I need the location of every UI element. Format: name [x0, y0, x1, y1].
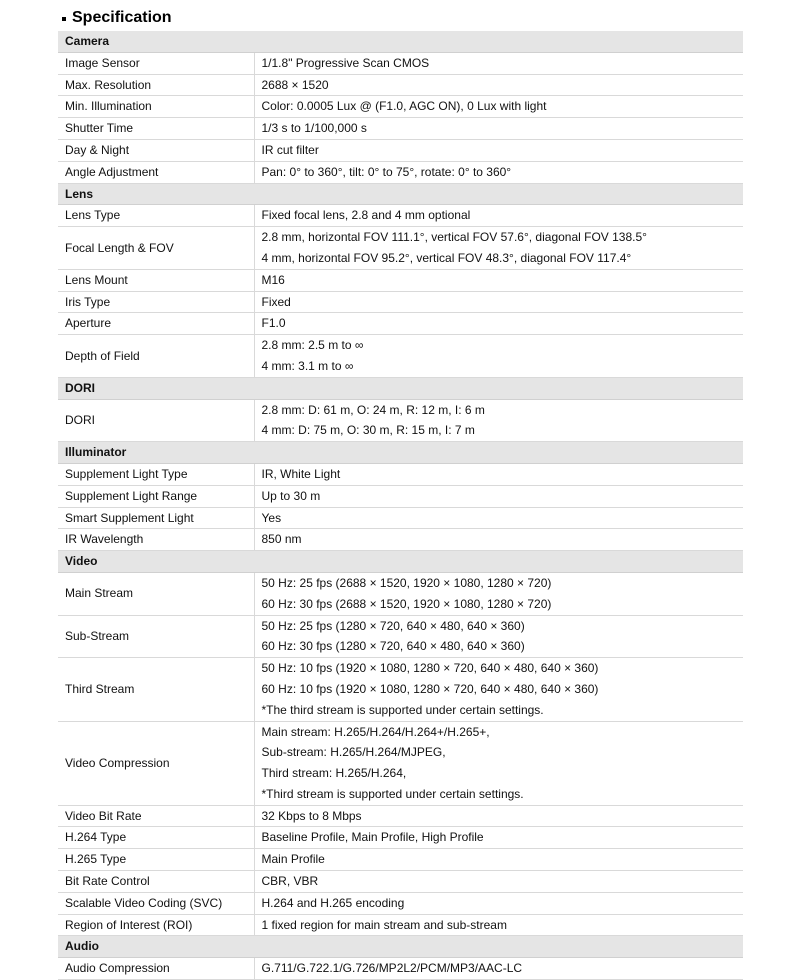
spec-value-line: Main stream: H.265/H.264/H.264+/H.265+,: [261, 724, 490, 739]
spec-key: Max. Resolution: [58, 74, 254, 96]
spec-value-line: Color: 0.0005 Lux @ (F1.0, AGC ON), 0 Lux with light: [261, 99, 547, 114]
spec-key: Angle Adjustment: [58, 161, 254, 183]
section-header: [58, 551, 743, 573]
spec-value: [254, 227, 743, 270]
table-row: [58, 205, 743, 227]
spec-key: Shutter Time: [58, 118, 254, 140]
table-row: [58, 139, 743, 161]
spec-key: Focal Length & FOV: [58, 227, 254, 270]
spec-key: Video Compression: [58, 721, 254, 805]
spec-value: [254, 161, 743, 183]
spec-key: Supplement Light Type: [58, 463, 254, 485]
table-row: [58, 914, 743, 936]
spec-value-line: 60 Hz: 10 fps (1920 × 1080, 1280 × 720, 640 × 480, 640 × 360): [261, 681, 599, 696]
spec-key: H.265 Type: [58, 849, 254, 871]
spec-value-line: Main Profile: [261, 852, 325, 867]
spec-value-line: IR, White Light: [261, 466, 341, 481]
section-header: [58, 183, 743, 205]
section-title: Audio: [58, 936, 743, 958]
spec-value-line: M16: [261, 272, 285, 287]
spec-value: [254, 96, 743, 118]
spec-key: Region of Interest (ROI): [58, 914, 254, 936]
spec-value: [254, 827, 743, 849]
table-row: [58, 827, 743, 849]
spec-key: Scalable Video Coding (SVC): [58, 892, 254, 914]
spec-value-line: Yes: [261, 510, 282, 525]
spec-value: [254, 74, 743, 96]
table-row: [58, 615, 743, 658]
section-header: [58, 377, 743, 399]
spec-key: Min. Illumination: [58, 96, 254, 118]
spec-key: Smart Supplement Light: [58, 507, 254, 529]
square-bullet-icon: [62, 17, 66, 21]
spec-value-line: Pan: 0° to 360°, tilt: 0° to 75°, rotate: 0° to 360°: [261, 164, 512, 179]
spec-value-line: 2688 × 1520: [261, 77, 329, 92]
spec-value-line: 50 Hz: 25 fps (1280 × 720, 640 × 480, 640 × 360): [261, 618, 525, 633]
table-row: [58, 118, 743, 140]
spec-value-line: Sub-stream: H.265/H.264/MJPEG,: [261, 745, 446, 760]
table-row: [58, 227, 743, 270]
spec-value-line: 4 mm, horizontal FOV 95.2°, vertical FOV 48.3°, diagonal FOV 117.4°: [261, 250, 632, 265]
section-title: Camera: [58, 31, 743, 52]
section-title: Lens: [58, 183, 743, 205]
spec-value: [254, 572, 743, 615]
spec-value: [254, 485, 743, 507]
spec-value-line: 2.8 mm: 2.5 m to ∞: [261, 338, 364, 353]
table-row: [58, 313, 743, 335]
spec-value: [254, 871, 743, 893]
spec-value-line: CBR, VBR: [261, 874, 319, 889]
spec-value: [254, 335, 743, 378]
spec-value: [254, 205, 743, 227]
spec-key: Supplement Light Range: [58, 485, 254, 507]
table-row: [58, 335, 743, 378]
table-row: [58, 463, 743, 485]
table-row: [58, 721, 743, 805]
table-row: [58, 74, 743, 96]
table-row: [58, 958, 743, 980]
spec-value: [254, 958, 743, 980]
spec-key: Depth of Field: [58, 335, 254, 378]
table-row: [58, 658, 743, 721]
spec-value-line: 4 mm: D: 75 m, O: 30 m, R: 15 m, I: 7 m: [261, 423, 475, 438]
spec-key: Audio Compression: [58, 958, 254, 980]
spec-value: [254, 269, 743, 291]
section-title: Video: [58, 551, 743, 573]
spec-key: IR Wavelength: [58, 529, 254, 551]
spec-value-line: Baseline Profile, Main Profile, High Profile: [261, 830, 484, 845]
spec-value: [254, 914, 743, 936]
table-row: [58, 399, 743, 442]
table-row: [58, 96, 743, 118]
table-row: [58, 161, 743, 183]
section-title: DORI: [58, 377, 743, 399]
spec-value-line: G.711/G.722.1/G.726/MP2L2/PCM/MP3/AAC-LC: [261, 961, 523, 976]
table-row: [58, 507, 743, 529]
table-row: [58, 269, 743, 291]
spec-key: Lens Type: [58, 205, 254, 227]
table-row: [58, 805, 743, 827]
spec-value-line: 32 Kbps to 8 Mbps: [261, 808, 362, 823]
spec-value: [254, 507, 743, 529]
spec-key: Bit Rate Control: [58, 871, 254, 893]
spec-value: [254, 399, 743, 442]
spec-value-line: Fixed: [261, 294, 291, 309]
spec-value-line: 50 Hz: 25 fps (2688 × 1520, 1920 × 1080, 1280 × 720): [261, 575, 552, 590]
spec-key: Day & Night: [58, 139, 254, 161]
spec-key: H.264 Type: [58, 827, 254, 849]
section-header: [58, 936, 743, 958]
spec-value-line: 1/3 s to 1/100,000 s: [261, 121, 367, 136]
spec-value-line: Up to 30 m: [261, 488, 321, 503]
spec-value-line: F1.0: [261, 316, 286, 331]
spec-value-line: H.264 and H.265 encoding: [261, 895, 405, 910]
spec-value-line: 850 nm: [261, 532, 302, 547]
spec-value: [254, 849, 743, 871]
table-row: [58, 529, 743, 551]
spec-value: [254, 291, 743, 313]
spec-value-line: *Third stream is supported under certain settings.: [261, 786, 524, 801]
spec-value: [254, 721, 743, 805]
table-row: [58, 572, 743, 615]
spec-key: Video Bit Rate: [58, 805, 254, 827]
spec-value-line: 60 Hz: 30 fps (1280 × 720, 640 × 480, 640 × 360): [261, 639, 525, 654]
spec-value-line: 2.8 mm, horizontal FOV 111.1°, vertical FOV 57.6°, diagonal FOV 138.5°: [261, 230, 647, 245]
section-header: [58, 31, 743, 52]
spec-key: Main Stream: [58, 572, 254, 615]
spec-value-line: *The third stream is supported under certain settings.: [261, 702, 544, 717]
spec-key: Image Sensor: [58, 52, 254, 74]
table-row: [58, 52, 743, 74]
spec-value: [254, 313, 743, 335]
spec-key: Iris Type: [58, 291, 254, 313]
table-row: [58, 291, 743, 313]
spec-value-line: 4 mm: 3.1 m to ∞: [261, 358, 354, 373]
page-title: [62, 9, 172, 27]
spec-key: Sub-Stream: [58, 615, 254, 658]
spec-value-line: 1/1.8" Progressive Scan CMOS: [261, 55, 430, 70]
spec-value: [254, 658, 743, 721]
spec-value-line: 2.8 mm: D: 61 m, O: 24 m, R: 12 m, I: 6 m: [261, 402, 485, 417]
spec-value-line: Fixed focal lens, 2.8 and 4 mm optional: [261, 208, 471, 223]
section-title: Illuminator: [58, 442, 743, 464]
table-row: [58, 892, 743, 914]
spec-value-line: 50 Hz: 10 fps (1920 × 1080, 1280 × 720, 640 × 480, 640 × 360): [261, 661, 599, 676]
table-row: [58, 485, 743, 507]
spec-value-line: Third stream: H.265/H.264,: [261, 766, 407, 781]
page-title-text: Specification: [72, 9, 172, 26]
spec-key: DORI: [58, 399, 254, 442]
spec-value: [254, 529, 743, 551]
spec-value: [254, 463, 743, 485]
table-row: [58, 871, 743, 893]
spec-value-line: 1 fixed region for main stream and sub-stream: [261, 917, 507, 932]
spec-key: Third Stream: [58, 658, 254, 721]
spec-value: [254, 615, 743, 658]
table-row: [58, 849, 743, 871]
specification-table: [58, 31, 743, 980]
spec-value-line: IR cut filter: [261, 142, 319, 157]
spec-value: [254, 805, 743, 827]
spec-key: Aperture: [58, 313, 254, 335]
spec-value: [254, 52, 743, 74]
spec-value: [254, 139, 743, 161]
spec-key: Lens Mount: [58, 269, 254, 291]
spec-value: [254, 892, 743, 914]
section-header: [58, 442, 743, 464]
spec-value: [254, 118, 743, 140]
spec-value-line: 60 Hz: 30 fps (2688 × 1520, 1920 × 1080, 1280 × 720): [261, 596, 552, 611]
